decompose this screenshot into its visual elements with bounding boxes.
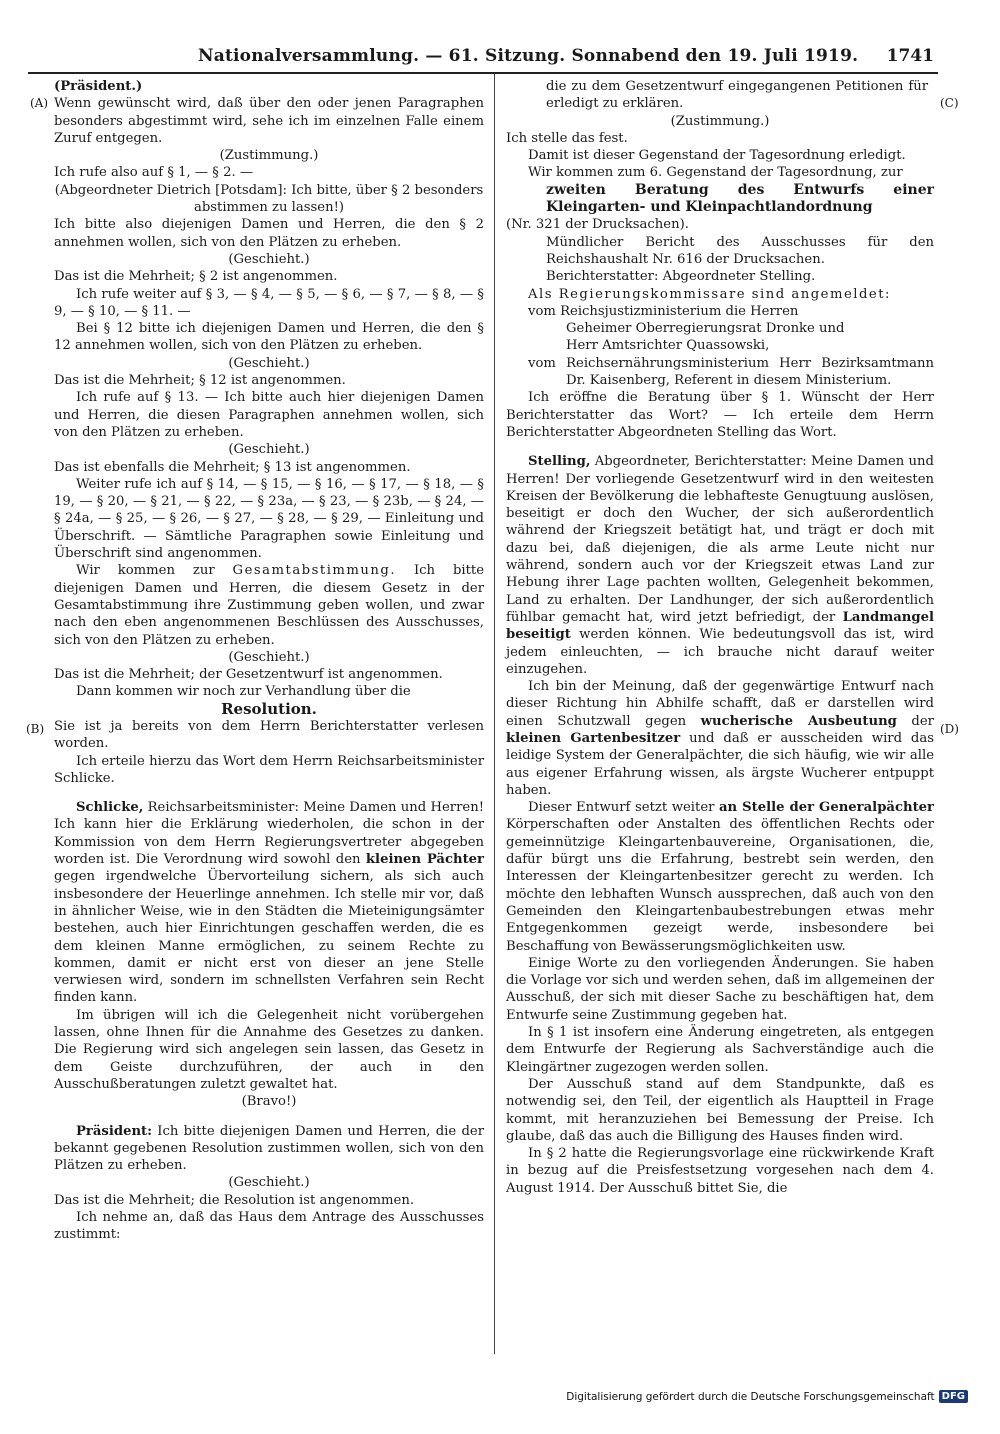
spacer [506,441,934,453]
paragraph: Bei § 12 bitte ich diejenigen Damen und Herren, die den § 12 annehmen wollen, sich von den Plätzen zu erheben. [54,321,484,354]
spaced-term: Gesamtabstimmung. [232,563,397,579]
paragraph: Wenn gewünscht wird, daß über den oder jenen Paragraphen besonders abgestimmt wird, sehe ich im einzelnen Falle einem Zuruf entgegen. [54,96,484,146]
text-run: Ich bin der Meinung, daß der gegenwärtige Entwurf nach dieser Richtung hin Abhilfe schafft, daß er darstellen wird einen Schutzwall gegen [506,679,934,729]
left-column [54,78,484,1244]
paragraph: Geheimer Oberregierungsrat Dronke und [566,321,845,337]
text-run: der [896,713,934,729]
paragraph: Der Ausschuß stand auf dem Standpunkte, daß es notwendig sei, den Teil, der eigentlich als Hauptteil in Frage kommt, mit heranzuziehen bei Bemessung der Preise. Ich glaube, daß das auch die Billigung des Hauses finden wird. [506,1076,934,1144]
paragraph [506,799,934,955]
paragraph: Ich erteile hierzu das Wort dem Herrn Reichsarbeitsminister Schlicke. [54,753,484,786]
paragraph: In § 1 ist insofern eine Änderung eingetreten, als entgegen dem Entwurfe der Regierung als Sachverständige auch die Kleingärtner zugezogen werden sollen. [506,1025,934,1075]
paragraph: Sie ist ja bereits von dem Herrn Berichterstatter verlesen worden. [54,718,484,752]
paragraph: Ich eröffne die Beratung über § 1. Wünscht der Herr Berichterstatter das Wort? — Ich erteile dem Herrn Berichterstatter Abgeordneten Stelling das Wort. [506,390,934,440]
speech-paragraph [54,799,484,1007]
paragraph: vom Reichsjustizministerium die Herren [528,303,799,319]
bold-term: an Stelle der Generalpächter [719,800,935,816]
paragraph: Dann kommen wir noch zur Verhandlung über die [76,684,411,700]
speech-paragraph [506,453,934,678]
quoted-motion: die zu dem Gesetzentwurf eingegangenen Petitionen für erledigt zu erklären. [546,79,928,112]
margin-marker-b: (B) [26,722,45,736]
page-header [28,42,938,74]
paragraph: Als Regierungskommissare sind angemeldet: [528,286,891,302]
paragraph: Damit ist dieser Gegenstand der Tagesordnung erledigt. [528,148,906,164]
paragraph: Im übrigen will ich die Gelegenheit nicht vorübergehen lassen, ohne Ihnen für die Annahme des Gesetzes zu danken. Die Regierung wird sich angelegen sein lassen, das Gesetz in dem Geiste durchzuführen, der auch in den Ausschußberatungen zuletzt gewaltet hat. [54,1007,484,1092]
speaker-heading: (Präsident.) [54,79,143,94]
speech-paragraph [54,1123,484,1175]
paragraph: Das ist ebenfalls die Mehrheit; § 13 ist angenommen. [54,459,411,475]
interjection: (Geschieht.) [228,251,310,267]
text-run: Ich bitte diejenigen Damen und Herren, die der bekannt gegebenen Resolution zustimmen wollen, sich von den Plätzen zu erheben. [54,1123,484,1174]
text-run: Dieser Entwurf setzt weiter [528,800,720,816]
paragraph: Berichterstatter: Abgeordneter Stelling. [546,269,816,285]
bold-term: kleinen Gartenbesitzer [506,730,681,746]
paragraph [506,678,934,799]
dfg-logo: DFG [939,1390,968,1403]
margin-marker-d: (D) [940,722,959,736]
paragraph: Einige Worte zu den vorliegenden Änderungen. Sie haben die Vorlage vor sich und werden sehen, daß im allgemeinen der Ausschuß, der sich mit dieser Sache zu beschäftigen hat, dem Entwurfe seine Zustimmung gegeben hat. [506,955,934,1023]
footer-credit [566,1390,968,1403]
header-title: Nationalversammlung. — 61. Sitzung. Sonnabend den 19. Juli 1919. [198,46,859,66]
bold-term: wucherische Ausbeutung [700,713,897,729]
paragraph: (Nr. 321 der Drucksachen). [506,217,689,233]
speaker-name: Präsident: [76,1123,153,1139]
spacer [54,1111,484,1123]
spacer [54,787,484,799]
interjection: (Bravo!) [241,1094,297,1110]
paragraph: Ich stelle das fest. [506,130,628,146]
paragraph: Ich bitte also diejenigen Damen und Herren, die den § 2 annehmen wollen, sich von den Plätzen zu erheben. [54,217,484,250]
text-run: Reichsarbeitsminister: Meine Damen und Herren! Ich kann hier die Erklärung wiederholen, die schon in der Kommission von dem Herrn Regierungsvertreter abgegeben worden ist. Die Verordnung wird sowohl den [54,800,484,868]
speaker-name: Schlicke, [76,800,144,816]
paragraph: Weiter rufe ich auf § 14, — § 15, — § 16, — § 17, — § 18, — § 19, — § 20, — § 21, — § 22, — § 23a, — § 23, — § 23b, — § 24, — § 24a, — § 25, — § 26, — § 27, — § 28, — § 29, — Einleitung und Überschrift. — Sämtliche Paragraphen sowie Einleitung und Überschrift sind angenommen. [54,476,484,562]
text-run: gegen irgendwelche Übervorteilung sichern, als sich auch insbesondere der Heuerlinge annehmen. Ich stelle mir vor, daß in ähnlicher Weise, wie in den Städten die Mieteinigungsämter bestehen, auch hier Einrichtungen geschaffen werden, die es dem kleinen Manne ermöglichen, zu seinem Rechte zu kommen, damit er nicht erst von dieser an jene Stelle verwiesen wird, sondern im schnellsten Verfahren sein Recht finden kann. [54,869,484,1006]
paragraph: vom Reichsernährungsministerium Herr Bezirksamtmann Dr. Kaisenberg, Referent in diesem Ministerium. [528,355,934,389]
section-heading: Resolution. [221,699,317,718]
paragraph: Das ist die Mehrheit; § 12 ist angenommen. [54,373,346,389]
paragraph: Mündlicher Bericht des Ausschusses für den Reichshaushalt Nr. 616 der Drucksachen. [546,234,934,267]
paragraph: Das ist die Mehrheit; der Gesetzentwurf ist angenommen. [54,667,443,683]
text-run: Wir kommen zur [76,563,233,579]
text-run: Körperschaften oder Anstalten des öffentlichen Rechts oder gemeinnützige Kleingartenbauvereine, Organisationen, die, dafür bürgt uns die Erfahrung, bestrebt sein werden, den Interessen der Kleingartenbesitzer gerecht zu werden. Ich möchte den lebhaften Wunsch aussprechen, daß auch von den Gemeinden den Kleingartenbaubestrebungen etwas mehr Entgegenkommen gezeigt werde, insbesondere bei Beschaffung von Bewässerungsmöglichkeiten usw. [506,817,934,954]
page-number: 1741 [886,46,934,66]
paragraph: In § 2 hatte die Regierungsvorlage eine rückwirkende Kraft in bezug auf die Preisfestsetzung vorgesehen nach dem 4. August 1914. Der Ausschuß bittet Sie, die [506,1146,934,1196]
margin-marker-c: (C) [940,96,959,110]
margin-marker-a: (A) [30,96,49,110]
paragraph: Wir kommen zum 6. Gegenstand der Tagesordnung, zur [528,165,903,181]
text-run: Abgeordneter, Berichterstatter: Meine Damen und Herren! Der vorliegende Gesetzentwurf wird in den weitesten Kreisen der Bevölkerung die lebhafteste Genugtuung auslösen, beseitigt er doch den Wucher, der sich außerordentlich während der Kriegszeit betätigt hat, und trägt er doch mit dazu bei, daß diejenigen, die als arme Leute nicht nur während, sondern auch vor der Kriegszeit etwas Land zur Hebung ihrer Lage pachten wollten, Gelegenheit bekommen, Land zu erhalten. Der Landhunger, der sich außerordentlich fühlbar gemacht hat, wird jetzt befriedigt, der [506,454,934,625]
column-divider [494,74,495,1354]
text-run: Ich bitte diejenigen Damen und Herren, die diesem Gesetz in der Gesamtabstimmung ihre Zustimmung geben wollen, und zwar nach den eben angenommenen Beschlüssen des Ausschusses, sich von den Plätzen zu erheben. [54,563,485,648]
paragraph: Ich nehme an, daß das Haus dem Antrage des Ausschusses zustimmt: [54,1210,484,1243]
interjection: (Geschieht.) [228,355,310,371]
bold-term: Landmangel beseitigt [506,609,934,643]
paragraph [54,562,484,648]
paragraph: Ich rufe weiter auf § 3, — § 4, — § 5, — § 6, — § 7, — § 8, — § 9, — § 10, — § 11. — [54,286,484,319]
interjection: (Zustimmung.) [670,113,770,129]
paragraph: Herr Amtsrichter Quassowski, [566,338,770,354]
paragraph: Das ist die Mehrheit; die Resolution ist angenommen. [54,1192,415,1208]
agenda-title: zweiten Beratung des Entwurfs einer Kleingarten- und Kleinpachtlandordnung [546,181,934,216]
text-run: werden können. Wie bedeutungsvoll das ist, wird jedem einleuchten, — ich brauche nicht darauf weiter einzugehen. [506,627,934,677]
paragraph: Ich rufe also auf § 1, — § 2. — [54,165,254,181]
interjection: (Geschieht.) [228,442,310,458]
paragraph: Ich rufe auf § 13. — Ich bitte auch hier diejenigen Damen und Herren, die diesen Paragraphen annehmen wollen, sich von den Plätzen zu erheben. [54,390,484,440]
interjection: (Geschieht.) [228,1175,310,1191]
footer-text: Digitalisierung gefördert durch die Deutsche Forschungsgemeinschaft [566,1390,935,1403]
right-column [506,78,934,1197]
interjection: (Abgeordneter Dietrich [Potsdam]: Ich bitte, über § 2 besonders abstimmen zu lassen!) [54,182,484,216]
paragraph: Das ist die Mehrheit; § 2 ist angenommen. [54,269,338,285]
speaker-name: Stelling, [528,454,591,470]
bold-term: kleinen Pächter [365,852,485,868]
text-run: und daß er ausscheiden wird das leidige System der Generalpächter, die sich häufig, wie wir alle aus eigener Erfahrung wissen, als ärgste Wucherer entpuppt haben. [506,730,934,798]
interjection: (Zustimmung.) [219,148,319,164]
interjection: (Geschieht.) [228,649,310,665]
